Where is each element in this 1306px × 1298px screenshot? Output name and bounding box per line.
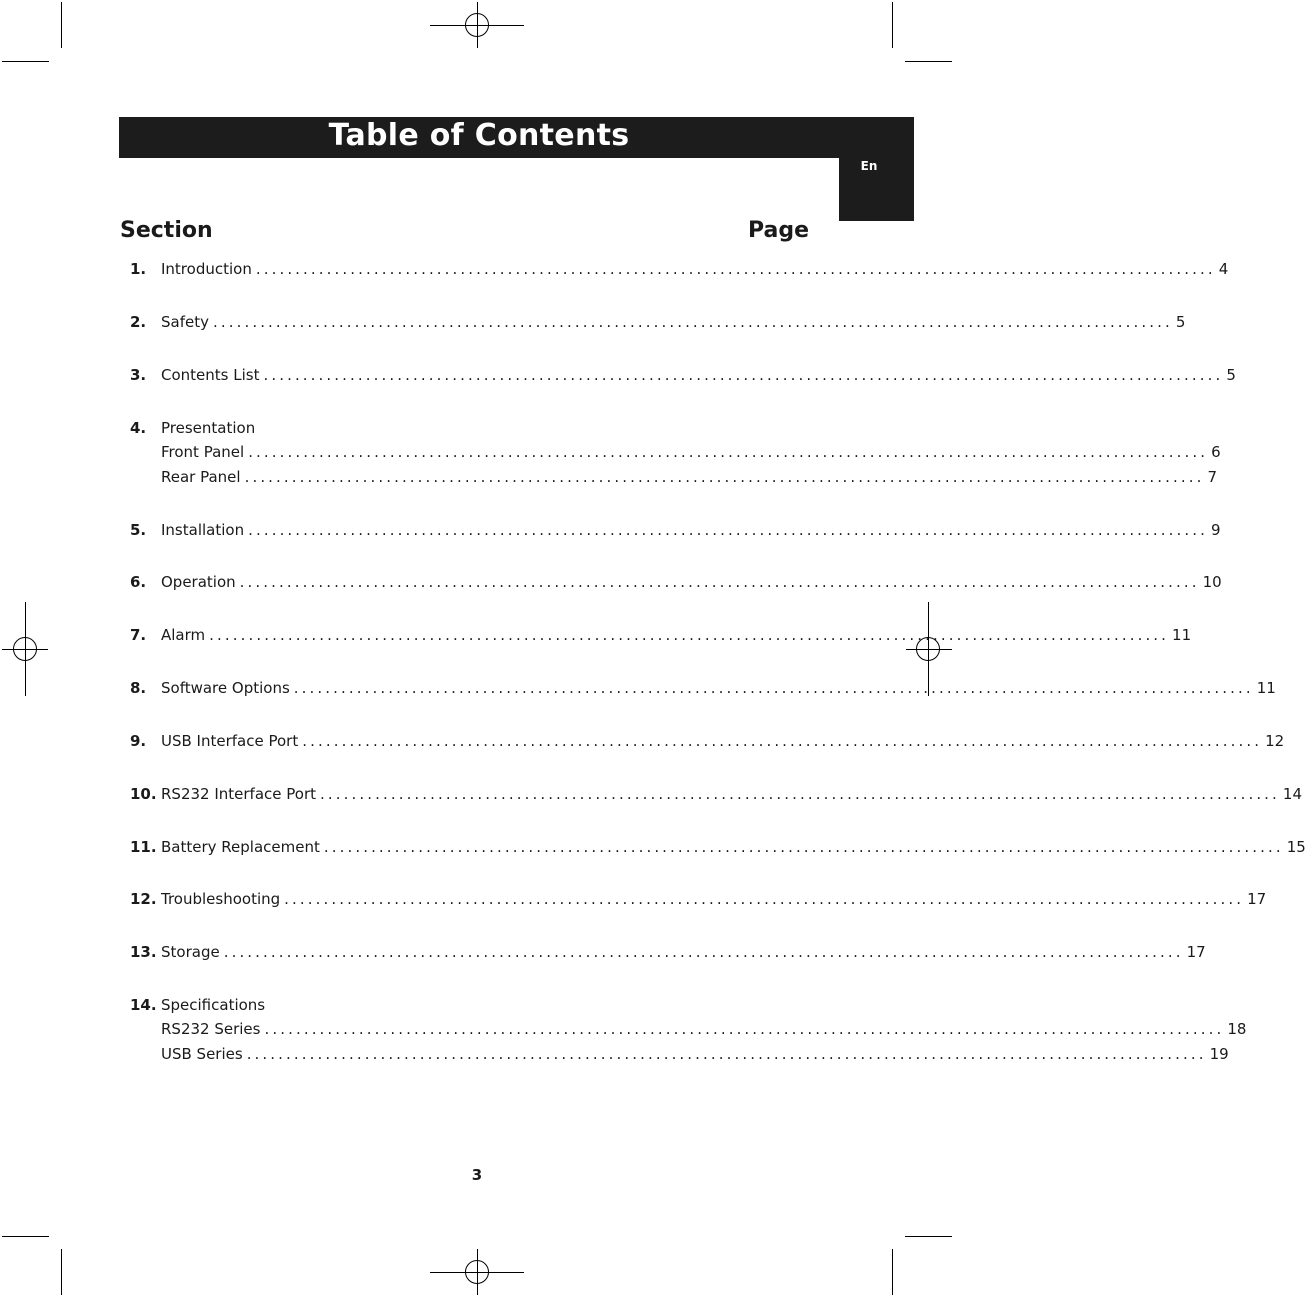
entry-number: 5. — [130, 521, 147, 539]
entry-label: Contents List — [161, 366, 260, 384]
entry-page: 10 — [1202, 573, 1222, 591]
language-label: En — [860, 159, 878, 173]
dot-leader: .......................................................................................................................... — [263, 366, 1224, 384]
title-bar — [119, 117, 914, 158]
dot-leader: .......................................................................................................................... — [293, 679, 1254, 697]
entry-label: Introduction — [161, 260, 252, 278]
entry-number: 1. — [130, 260, 147, 278]
toc-entry[interactable] — [130, 573, 1222, 595]
entry-label: Installation — [161, 521, 245, 539]
entry-page: 4 — [1218, 260, 1229, 278]
toc-subentry[interactable] — [130, 443, 1221, 465]
toc-entry[interactable] — [130, 260, 1229, 282]
entry-number: 4. — [130, 419, 147, 437]
registration-circle — [465, 13, 489, 37]
entry-label: Storage — [161, 943, 220, 961]
entry-label: Troubleshooting — [161, 890, 281, 908]
entry-number: 13. — [130, 943, 157, 961]
section-heading: Section — [120, 218, 213, 243]
entry-page: 11 — [1256, 679, 1276, 697]
dot-leader: .......................................................................................................................... — [209, 626, 1170, 644]
toc-entry[interactable] — [130, 626, 1192, 648]
toc-subentry[interactable] — [130, 1020, 1247, 1042]
entry-page: 18 — [1227, 1020, 1247, 1038]
page-title: Table of Contents — [328, 118, 630, 153]
entry-page: 17 — [1247, 890, 1267, 908]
toc-entry[interactable] — [130, 785, 1303, 807]
page-number: 3 — [471, 1166, 483, 1184]
entry-label: RS232 Interface Port — [161, 785, 317, 803]
entry-page: 9 — [1211, 521, 1221, 539]
toc-entry[interactable] — [130, 943, 1206, 965]
entry-label: Safety — [161, 313, 209, 331]
crop-mark — [905, 1236, 952, 1237]
entry-number: 14. — [130, 996, 157, 1014]
entry-label: Operation — [161, 573, 236, 591]
dot-leader: .......................................................................................................................... — [248, 521, 1208, 539]
entry-label: RS232 Series — [161, 1020, 261, 1038]
entry-number: 10. — [130, 785, 157, 803]
crop-mark — [61, 1249, 62, 1295]
entry-page: 6 — [1211, 443, 1221, 461]
entry-label: Specifications — [161, 996, 266, 1014]
entry-number: 3. — [130, 366, 147, 384]
dot-leader: .......................................................................................................................... — [284, 890, 1245, 908]
dot-leader: .......................................................................................................................... — [302, 732, 1263, 750]
toc-entry[interactable] — [130, 996, 810, 1018]
entry-label: USB Series — [161, 1045, 243, 1063]
entry-page: 12 — [1265, 732, 1285, 750]
toc-entry[interactable] — [130, 521, 1221, 543]
toc-entry[interactable] — [130, 419, 810, 441]
crop-mark — [892, 2, 893, 48]
entry-page: 11 — [1172, 626, 1192, 644]
entry-label: USB Interface Port — [161, 732, 299, 750]
entry-number: 9. — [130, 732, 147, 750]
crop-mark — [892, 1249, 893, 1295]
entry-page: 15 — [1286, 838, 1306, 856]
entry-page: 5 — [1175, 313, 1186, 331]
entry-label: Software Options — [161, 679, 290, 697]
entry-page: 5 — [1226, 366, 1236, 384]
toc-entry[interactable] — [130, 838, 1306, 860]
dot-leader: .......................................................................................................................... — [239, 573, 1200, 591]
dot-leader: .......................................................................................................................... — [264, 1020, 1225, 1038]
dot-leader: .......................................................................................................................... — [255, 260, 1216, 278]
toc-entry[interactable] — [130, 366, 1236, 388]
toc-entry[interactable] — [130, 890, 1267, 912]
entry-label: Presentation — [161, 419, 256, 437]
entry-number: 8. — [130, 679, 147, 697]
toc-entry[interactable] — [130, 679, 1276, 701]
page-heading: Page — [747, 218, 809, 243]
entry-number: 12. — [130, 890, 157, 908]
entry-label: Front Panel — [161, 443, 245, 461]
entry-number: 11. — [130, 838, 157, 856]
toc-subentry[interactable] — [130, 468, 1218, 490]
dot-leader: .......................................................................................................................... — [244, 468, 1205, 486]
entry-page: 19 — [1209, 1045, 1229, 1063]
crop-mark — [2, 61, 49, 62]
entry-number: 6. — [130, 573, 147, 591]
entry-number: 7. — [130, 626, 147, 644]
entry-page: 17 — [1186, 943, 1206, 961]
dot-leader: .......................................................................................................................... — [223, 943, 1184, 961]
toc-subentry[interactable] — [130, 1045, 1229, 1067]
dot-leader: .......................................................................................................................... — [320, 785, 1280, 803]
dot-leader: .......................................................................................................................... — [212, 313, 1173, 331]
entry-label: Battery Replacement — [161, 838, 320, 856]
language-tab — [839, 117, 914, 221]
toc-entry[interactable] — [130, 313, 1186, 335]
entry-page: 7 — [1207, 468, 1218, 486]
entry-number: 2. — [130, 313, 147, 331]
registration-circle — [13, 637, 37, 661]
dot-leader: .......................................................................................................................... — [323, 838, 1284, 856]
entry-label: Rear Panel — [161, 468, 241, 486]
toc-entry[interactable] — [130, 732, 1285, 754]
crop-mark — [905, 61, 952, 62]
crop-mark — [2, 1236, 49, 1237]
registration-circle — [465, 1260, 489, 1284]
dot-leader: .......................................................................................................................... — [246, 1045, 1207, 1063]
dot-leader: .......................................................................................................................... — [248, 443, 1209, 461]
crop-mark — [61, 2, 62, 48]
entry-label: Alarm — [161, 626, 206, 644]
entry-page: 14 — [1282, 785, 1303, 803]
